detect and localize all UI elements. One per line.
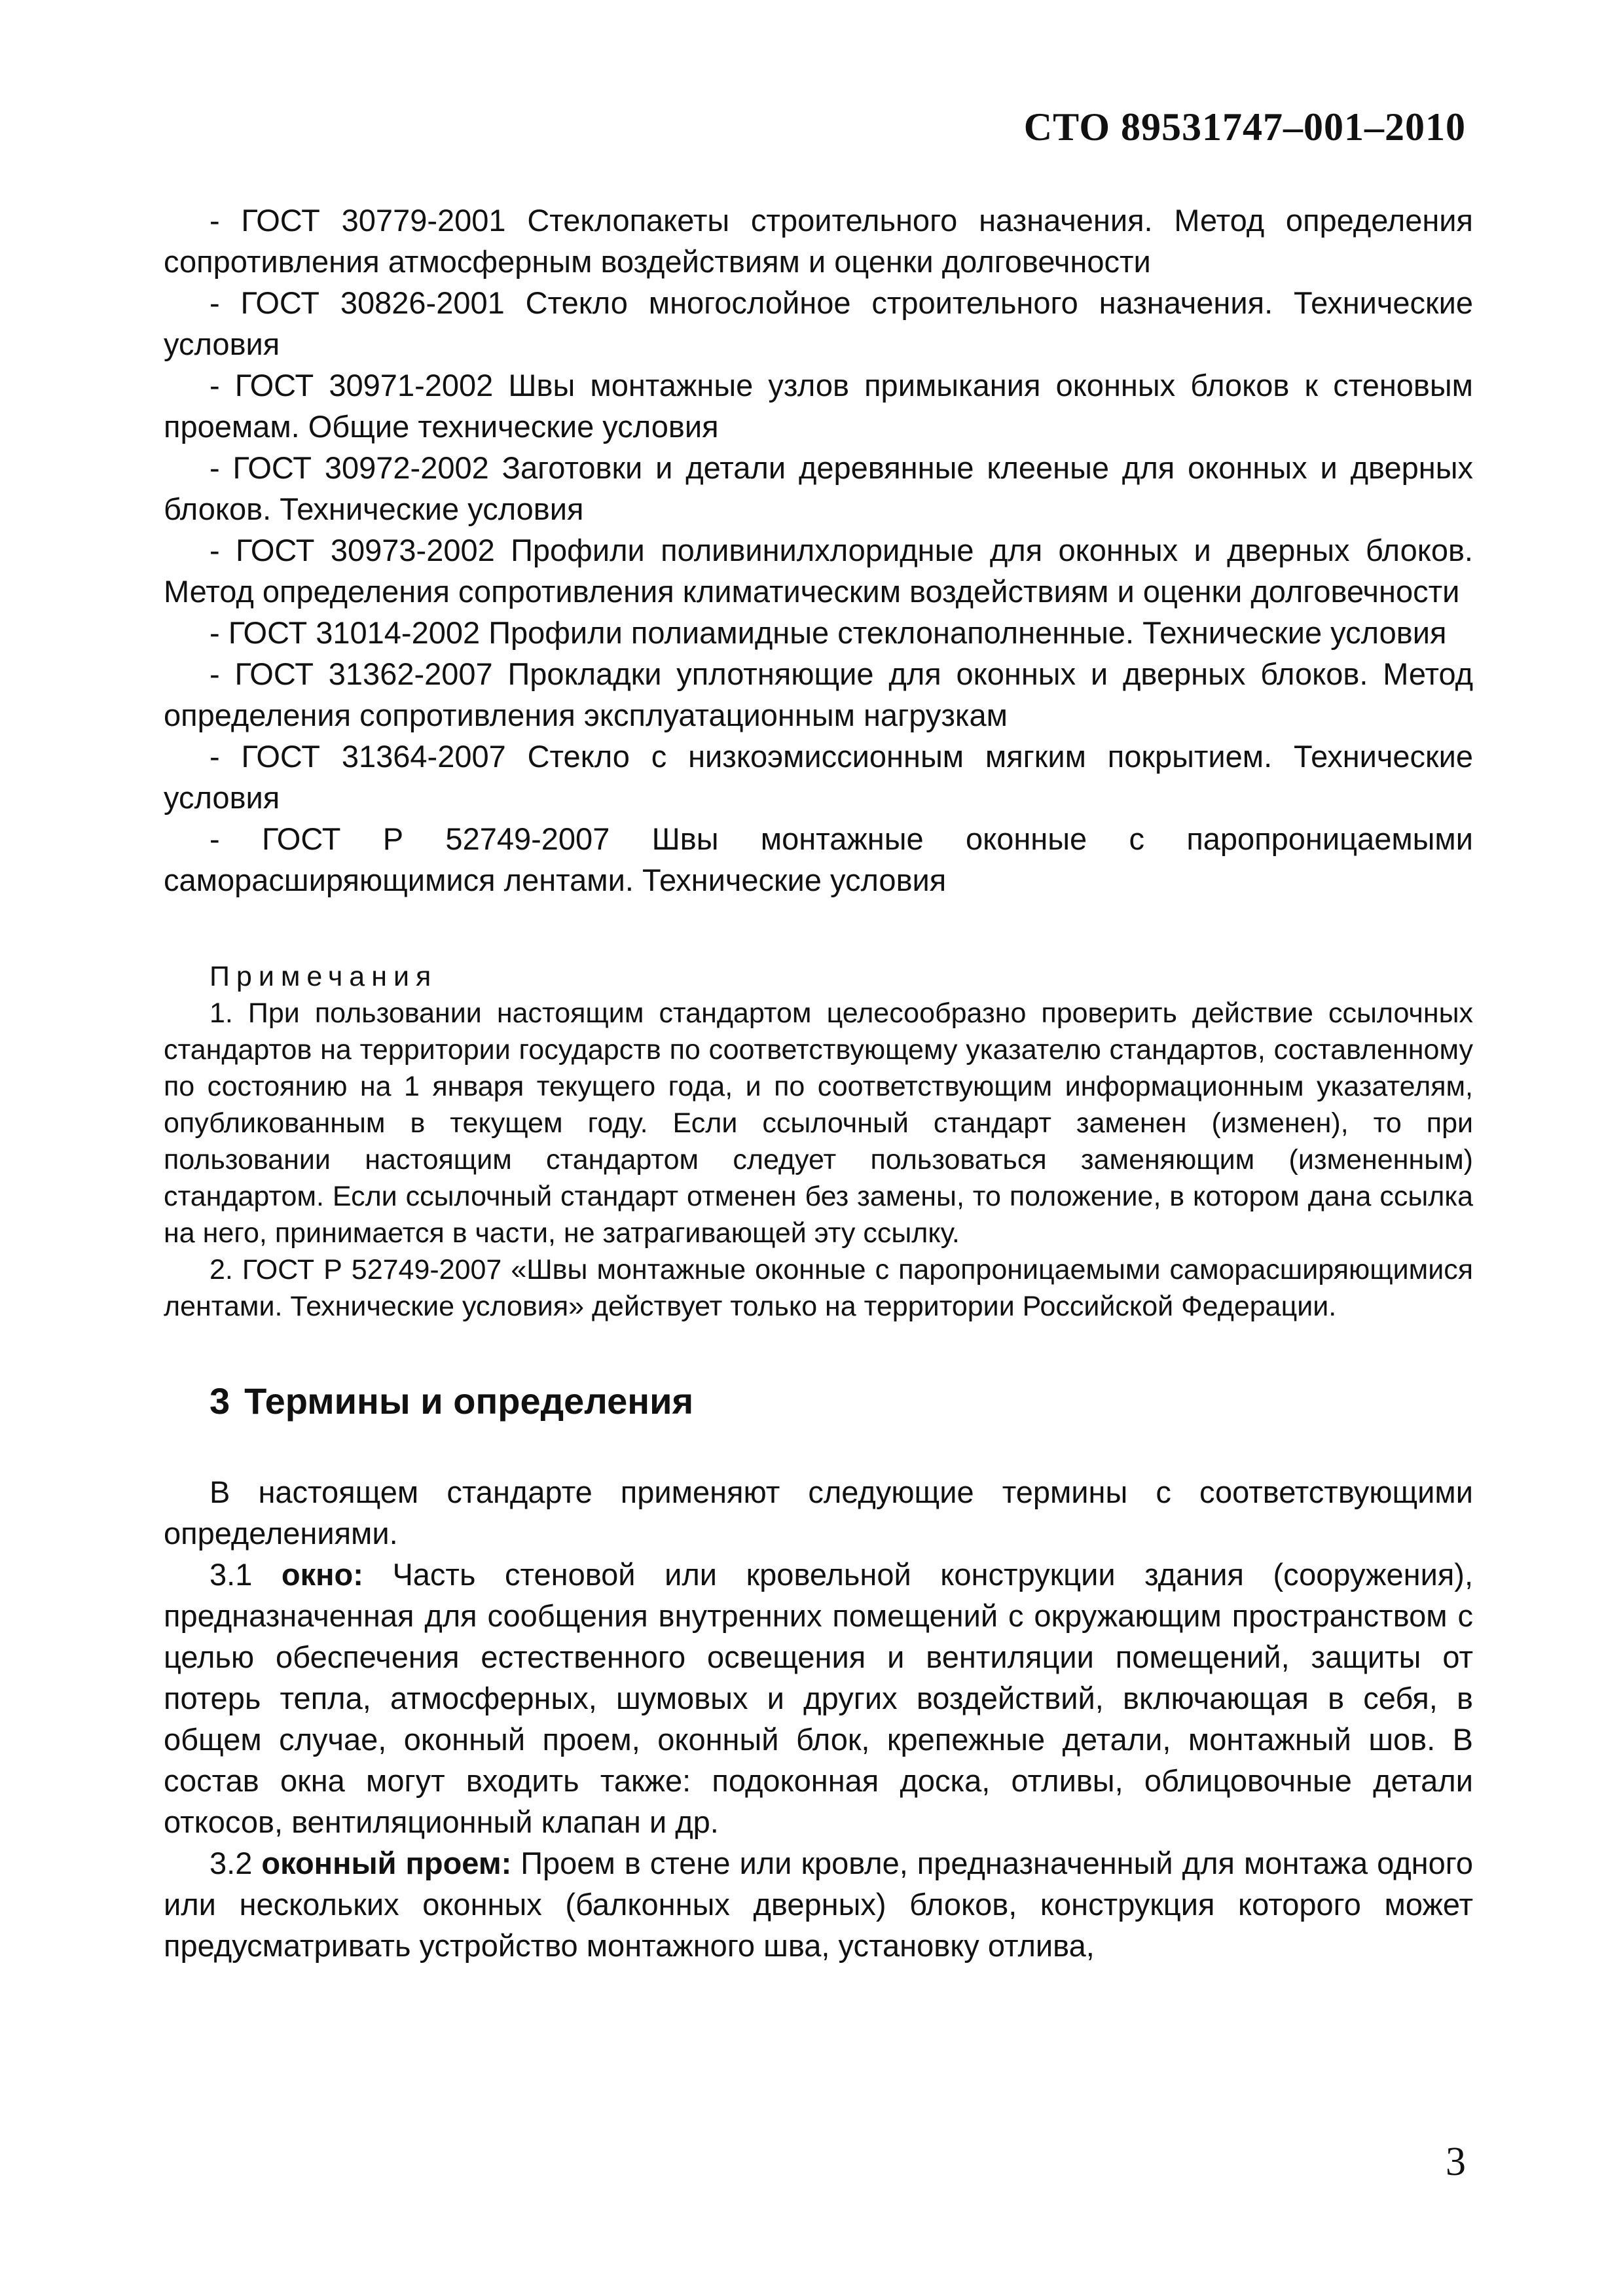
notes-block [164,958,1473,1325]
section-intro: В настоящем стандарте применяют следующие термины с соответствующими определениями. [164,1475,1473,1551]
section-heading [164,1378,1473,1424]
document-code: СТО 89531747–001–2010 [1023,105,1466,149]
note-item: 2. ГОСТ Р 52749-2007 «Швы монтажные оконные с паропроницаемыми саморасширяющимися лентами. Технические условия» действует только на территории Российской Федерации. [164,1254,1473,1322]
term-number: 3.2 [210,1846,253,1880]
reference-item: - ГОСТ 31014-2002 Профили полиамидные стеклонаполненные. Технические условия [210,615,1447,650]
reference-item: - ГОСТ 31364-2007 Стекло с низкоэмиссионным мягким покрытием. Технические условия [164,739,1473,815]
term-text: Проем в стене или кровле, предназначенный для монтажа одного или нескольких оконных (балконных дверных) блоков, конструкция которого может предусматривать устройство монтажного шва, установку отлива, [164,1846,1473,1963]
reference-item: - ГОСТ 30971-2002 Швы монтажные узлов примыкания оконных блоков к стеновым проемам. Общие технические условия [164,368,1473,444]
section-number: 3 [210,1380,230,1422]
reference-item: - ГОСТ 30972-2002 Заготовки и детали деревянные клееные для оконных и дверных блоков. Технические условия [164,450,1473,526]
term-definition [164,1554,1473,1842]
reference-list [164,200,1473,901]
term-definition [164,1842,1473,1966]
page-content [164,200,1473,1966]
reference-item: - ГОСТ 30826-2001 Стекло многослойное строительного назначения. Технические условия [164,285,1473,361]
reference-item: - ГОСТ 30779-2001 Стеклопакеты строительного назначения. Метод определения сопротивления атмосферным воздействиям и оценки долговечности [164,203,1473,279]
notes-title: Примечания [210,961,438,992]
note-item: 1. При пользовании настоящим стандартом целесообразно проверить действие ссылочных стандартов на территории государств по соответствующему указателю стандартов, составленному по состоянию на 1 января текущего года, и по соответствующим информационным указателям, опубликованным в текущем году. Если ссылочный стандарт заменен (изменен), то при пользовании настоящим стандартом следует пользоваться заменяющим (измененным) стандартом. Если ссылочный стандарт отменен без замены, то положение, в котором дана ссылка на него, принимается в части, не затрагивающей эту ссылку. [164,997,1473,1249]
term-text: Часть стеновой или кровельной конструкции здания (сооружения), предназначенная для сообщения внутренних помещений с окружающим пространством с целью обеспечения естественного освещения и вентиляции помещений, защиты от потерь тепла, атмосферных, шумовых и других воздействий, включающая в себя, в общем случае, оконный проем, оконный блок, крепежные детали, монтажный шов. В состав окна могут входить также: подоконная доска, отливы, облицовочные детали откосов, вентиляционный клапан и др. [164,1557,1473,1839]
term-number: 3.1 [210,1557,253,1592]
section-title: Термины и определения [244,1380,694,1422]
reference-item: - ГОСТ 30973-2002 Профили поливинилхлоридные для оконных и дверных блоков. Метод определения сопротивления климатическим воздействиям и оценки долговечности [164,533,1473,609]
term-name: оконный проем: [261,1846,512,1880]
page-number: 3 [1446,2140,1466,2184]
reference-item: - ГОСТ 31362-2007 Прокладки уплотняющие для оконных и дверных блоков. Метод определения сопротивления эксплуатационным нагрузкам [164,656,1473,732]
reference-item: - ГОСТ Р 52749-2007 Швы монтажные оконные с паропроницаемыми саморасширяющимися лентами. Технические условия [164,821,1473,897]
term-name: окно: [281,1557,363,1592]
